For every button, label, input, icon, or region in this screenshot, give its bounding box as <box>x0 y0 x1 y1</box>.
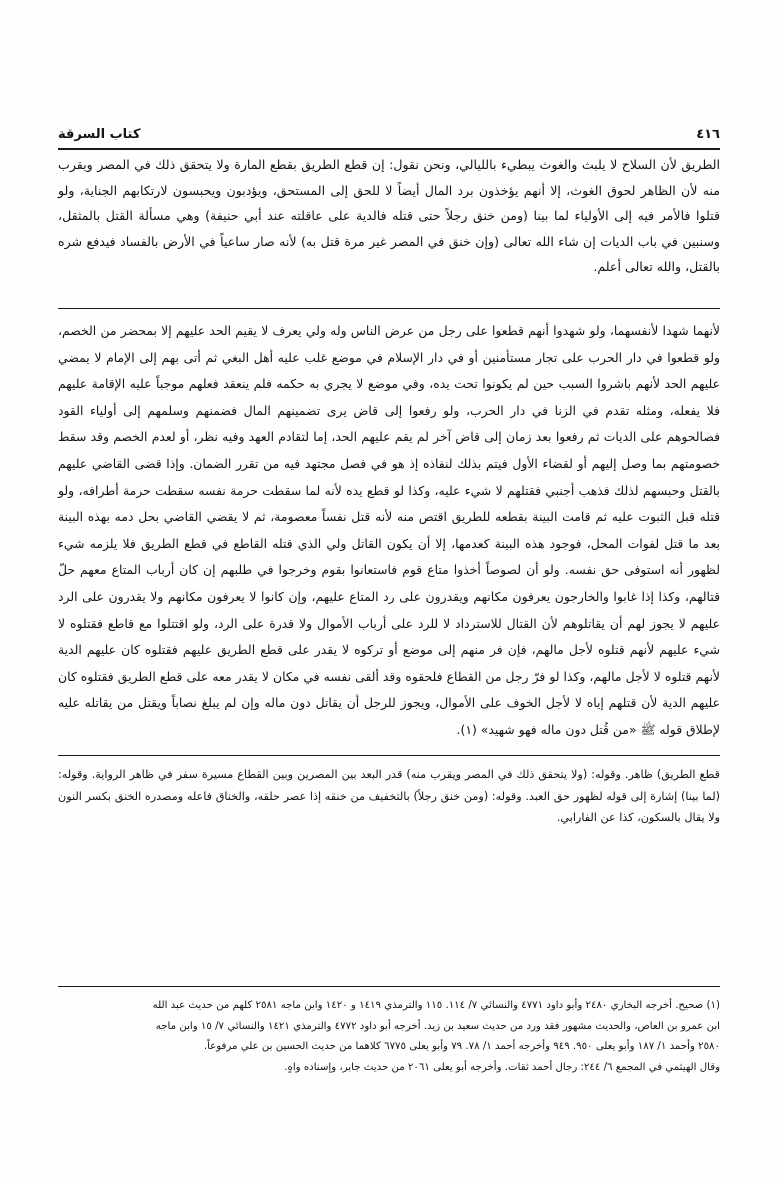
running-title: كتاب السرقة <box>58 126 141 142</box>
commentary-paragraph: لأنهما شهدا لأنفسهما، ولو شهدوا أنهم قطعوا على رجل من عرض الناس وله ولي يعرف لا يقيم الحد عليهم إلا بمحضر من الخصم، ولو قطعوا في دار الحرب على تجار مستأمنين أو في دار الإسلام في موضع غلب عليه أهل البغي ثم أتى بهم إلى الإمام لا يمضي عليهم الحد لأنهم باشروا السبب حين لم يكونوا تحت يده، وفي موضع لا يجري به حكمه فلم ينعقد فعلهم موجباً عليه الإقامة عليهم فلا يفعله، ومثله تقدم في الزنا في دار الحرب، ولو رفعوا إلى قاض يرى تضمينهم المال فضمنهم وسلمهم إلى أولياء القود فصالحوهم على الديات ثم رفعوا بعد زمان إلى قاض آخر لم يقم عليهم الحد، إما لتقادم العهد وفيه نظر، أو لعدم الخصم وقد سقط خصومتهم بما وصل إليهم أو لقضاء الأول فيتم بذلك لنفاذه إذ هو في فصل مجتهد فيه من تقرر الضمان. وإذا قضى القاضي عليهم بالقتل وحبسهم لذلك فذهب أجنبي فقتلهم لا شيء عليه، وكذا لو قطع يده لأنه لما سقطت حرمة نفسه سقطت حرمة أطرافه، ولو قتله قبل الثبوت عليه ثم قامت البينة بقطعه للطريق اقتص منه لأنه قتل نفساً معصومة، ثم لا يقضي القاضي بحل دمه بهذه البينة بعد ما قتل لفوات المحل، فوجود هذه البينة كعدمها، إلا أن يكون القاتل ولي الذي قتله القاطع في قطع الطريق فلا يلزمه شيء لظهور أنه استوفى حق نفسه. ولو أن لصوصاً أخذوا متاع قوم فاستعانوا بقوم وخرجوا في طلبهم إن كان أرباب المتاع معهم حلّ قتالهم، وكذا إذا غابوا والخارجون يعرفون مكانهم ويقدرون على رد المتاع عليهم، وإن كانوا لا يعرفون مكانهم ولا يقدرون على الرد عليهم لا يجوز لهم أن يقاتلوهم لأن القتال للاسترداد لا للرد على أرباب الأموال ولا قدرة على الرد، ولو اقتتلوا مع قاطع فقتلوه لا شيء عليهم لأنهم قتلوه لأجل مالهم، فإن فر منهم إلى موضع أو تركوه لا يقدر على قطع الطريق عليهم فقتلوه كان عليهم الدية لأنهم قتلوه لا لأجل مالهم، وكذا لو فرّ رجل من القطاع فلحقوه وقد ألقى نفسه في مكان لا يقدر معه على قطع الطريق فقتلوه كان عليهم الدية لأن قتلهم إياه لا لأجل الخوف على الأموال، ويجوز للرجل أن يقاتل دون ماله وإن لم يبلغ نصاباً ويقتل من يقاتله عليه لإطلاق قوله ﷺ «من قُتل دون ماله فهو شهيد» (١). <box>58 323 720 737</box>
main-text <box>58 152 720 280</box>
commentary-text <box>58 318 720 744</box>
footnote-line: (١) صحيح. أخرجه البخاري ٢٤٨٠ وأبو داود ٤٧٧١ والنسائي ٧/ ١١٤. ١١٥ والترمذي ١٤١٩ و ١٤٢٠ وابن ماجه ٢٥٨١ كلهم من حديث عبد الله <box>152 1000 720 1011</box>
footnote-line: وقال الهيثمي في المجمع ٦/ ٢٤٤: رجال أحمد ثقات. وأخرجه أبو يعلى ٢٠٦١ من حديث جابر، وإسناده واهٍ. <box>284 1061 720 1073</box>
marginal-commentary-paragraph: قطع الطريق) ظاهر. وقوله: (ولا يتحقق ذلك في المصر ويقرب منه) قدر البعد بين المصرين وبين القطاع مسيرة سفر في ظاهر الرواية. وقوله: (لما بينا) إشارة إلى قوله لظهور حق العبد. وقوله: (ومن خنق رجلاً) بالتخفيف من خنقه إذا عصر حلقه، والخناق فاعله ومصدره الخنق بكسر النون ولا يقال بالسكون، كذا عن الفارابي. <box>58 768 720 825</box>
page-header <box>58 122 720 146</box>
matn-separator <box>58 308 720 309</box>
main-text-paragraph: الطريق لأن السلاح لا يلبث والغوث يبطيء بالليالي، ونحن نقول: إن قطع الطريق بقطع المارة ولا يتحقق ذلك في المصر ويقرب منه لأن الظاهر لحوق الغوث، إلا أنهم يؤخذون برد المال أيضاً لا للحق إلى المستحق، ويؤدبون ويحبسون لارتكابهم الجناية، ولو قتلوا فالأمر فيه إلى الأولياء لما بينا (ومن خنق رجلاً حتى قتله فالدية على عاقلته عند أبي حنيفة) وهي مسألة القتل بالمثقل، وسنبين في باب الديات إن شاء الله تعالى (وإن خنق في المصر غير مرة قتل به) لأنه صار ساعياً في الأرض بالفساد فيدفع شره بالقتل، والله تعالى أعلم. <box>58 157 720 275</box>
footnote-line: ابن عمرو بن العاص، والحديث مشهور فقد ورد من حديث سعيد بن زيد. أخرجه أبو داود ٤٧٧٢ والترمذي ١٤٢١ والنسائي ٧/ ١٥ وابن ماجه <box>155 1020 720 1032</box>
commentary-separator <box>58 755 720 756</box>
page-number: ٤١٦ <box>696 126 720 142</box>
footnote-separator <box>58 986 720 987</box>
header-rule <box>58 148 720 150</box>
footnote-line: ٢٥٨٠ وأحمد ١/ ١٨٧ وأبو يعلى ٩٥٠. ٩٤٩ وأخرجه أحمد ١/ ٧٨. ٧٩ وأبو يعلى ٦٧٧٥ كلاهما من حديث الحسين بن علي مرفوعاً. <box>203 1041 720 1052</box>
footnotes <box>58 996 720 1078</box>
marginal-commentary <box>58 764 720 829</box>
